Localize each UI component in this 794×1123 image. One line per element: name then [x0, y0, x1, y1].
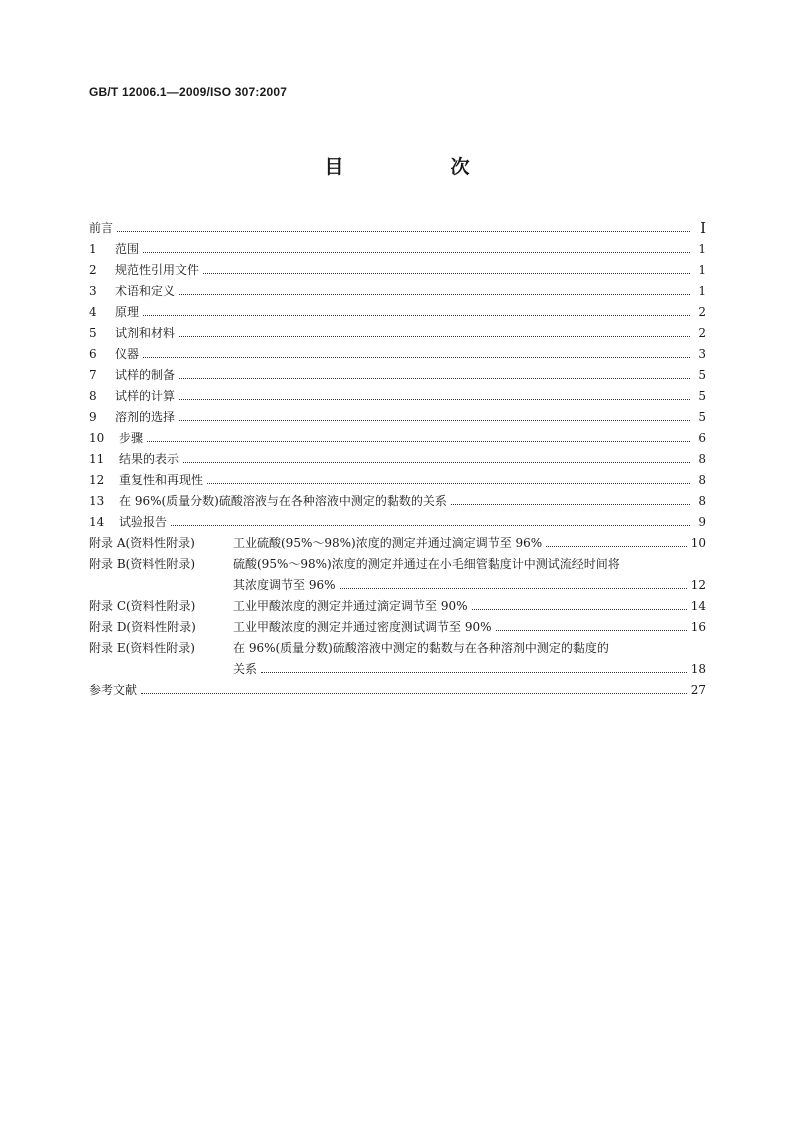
dot-leader	[451, 500, 690, 505]
toc-entry-text: 仪器	[115, 347, 140, 361]
toc-entry-text: 试样的制备	[115, 368, 176, 382]
toc-entry-number: 5	[89, 326, 97, 340]
dot-leader	[141, 689, 687, 694]
toc-entry-page: 3	[698, 347, 706, 361]
dot-leader	[472, 605, 687, 610]
dot-leader	[207, 479, 690, 484]
toc-annex-a[interactable]	[89, 531, 706, 551]
toc-entry-number: 12	[89, 473, 105, 487]
toc-entry[interactable]	[89, 279, 706, 299]
toc-entry-text: 溶剂的选择	[115, 410, 176, 424]
annex-title-continued: 关系	[233, 662, 258, 676]
annex-title: 硫酸(95%～98%)浓度的测定并通过在小毛细管黏度计中测试流经时间将	[233, 557, 620, 571]
dot-leader	[143, 353, 690, 358]
toc-entry-references[interactable]	[89, 678, 706, 698]
dot-leader	[179, 395, 690, 400]
toc-entry-text: 术语和定义	[115, 284, 176, 298]
toc-entry-number: 1	[89, 242, 97, 256]
toc-entry[interactable]	[89, 237, 706, 257]
toc-entry-page: 1	[698, 242, 706, 256]
toc-entry-text: 原理	[115, 305, 140, 319]
toc-entry-number: 10	[89, 431, 105, 445]
page-title: 目 次	[324, 156, 514, 178]
toc-entry-text: 步骤	[119, 431, 144, 445]
toc-entry-text: 前言	[89, 221, 114, 235]
dot-leader	[143, 311, 690, 316]
dot-leader	[496, 626, 687, 631]
toc-annex-c[interactable]	[89, 594, 706, 614]
toc-annex-e-cont[interactable]	[233, 657, 706, 677]
toc-entry[interactable]	[89, 363, 706, 383]
toc-entry-number: 11	[89, 452, 105, 466]
toc-entry[interactable]	[89, 447, 706, 467]
toc-entry[interactable]	[89, 510, 706, 530]
dot-leader	[340, 584, 687, 589]
toc-entry-page: 18	[690, 662, 706, 676]
toc-entry-page: 1	[698, 284, 706, 298]
toc-entry-page: 12	[690, 578, 706, 592]
dot-leader	[261, 668, 687, 673]
toc-entry-text: 试验报告	[119, 515, 168, 529]
toc-entry-number: 2	[89, 263, 97, 277]
toc-entry[interactable]	[89, 258, 706, 278]
toc-entry-number: 13	[89, 494, 105, 508]
toc-entry[interactable]	[89, 468, 706, 488]
toc-entry-page: 9	[698, 515, 706, 529]
toc-entry-text: 在 96%(质量分数)硫酸溶液与在各种溶液中测定的黏数的关系	[119, 494, 447, 508]
annex-title: 工业甲酸浓度的测定并通过密度测试调节至 90%	[233, 620, 492, 634]
annex-label: 附录 E(资料性附录)	[89, 641, 195, 655]
toc-entry-text: 规范性引用文件	[115, 263, 200, 277]
toc-entry-text: 试剂和材料	[115, 326, 176, 340]
dot-leader	[546, 542, 687, 547]
dot-leader	[179, 290, 690, 295]
toc-entry[interactable]	[89, 342, 706, 362]
dot-leader	[143, 248, 690, 253]
dot-leader	[117, 227, 690, 232]
annex-label: 附录 B(资料性附录)	[89, 557, 195, 571]
toc-entry-number: 8	[89, 389, 97, 403]
toc-annex-e[interactable]	[89, 636, 706, 656]
toc-entry-page: 10	[690, 536, 706, 550]
toc-entry-page: 14	[690, 599, 706, 613]
toc-annex-d[interactable]	[89, 615, 706, 635]
toc-entry-page: 2	[698, 305, 706, 319]
toc-entry-page: 16	[690, 620, 706, 634]
annex-label: 附录 D(资料性附录)	[89, 620, 196, 634]
toc-entry-page: 6	[698, 431, 706, 445]
toc-entry-foreword[interactable]	[89, 216, 706, 236]
standard-code: GB/T 12006.1—2009/ISO 307:2007	[89, 85, 288, 99]
annex-title: 工业硫酸(95%～98%)浓度的测定并通过滴定调节至 96%	[233, 536, 543, 550]
toc-entry-text: 范围	[115, 242, 140, 256]
toc-entry-page: 5	[698, 410, 706, 424]
toc-entry[interactable]	[89, 321, 706, 341]
toc-entry-number: 3	[89, 284, 97, 298]
toc-annex-b-cont[interactable]	[233, 573, 706, 593]
dot-leader	[183, 458, 690, 463]
annex-title: 在 96%(质量分数)硫酸溶液中测定的黏数与在各种溶剂中测定的黏度的	[233, 641, 609, 655]
dot-leader	[203, 269, 690, 274]
annex-label: 附录 A(资料性附录)	[89, 536, 195, 550]
toc-entry-text: 结果的表示	[119, 452, 180, 466]
toc-entry-text: 试样的计算	[115, 389, 176, 403]
toc-entry-text: 参考文献	[89, 683, 138, 697]
toc-entry-number: 9	[89, 410, 97, 424]
dot-leader	[179, 332, 690, 337]
toc-entry-page: 8	[698, 494, 706, 508]
dot-leader	[179, 374, 690, 379]
toc-entry[interactable]	[89, 300, 706, 320]
toc-entry-page: 8	[698, 452, 706, 466]
annex-label: 附录 C(资料性附录)	[89, 599, 196, 613]
annex-title-continued: 其浓度调节至 96%	[233, 578, 336, 592]
toc-entry-page: 5	[698, 389, 706, 403]
toc-entry[interactable]	[89, 405, 706, 425]
toc-entry-number: 6	[89, 347, 97, 361]
toc-entry[interactable]	[89, 489, 706, 509]
toc-entry[interactable]	[89, 384, 706, 404]
annex-title: 工业甲酸浓度的测定并通过滴定调节至 90%	[233, 599, 468, 613]
toc-entry-number: 4	[89, 305, 97, 319]
toc-entry-page: 8	[698, 473, 706, 487]
toc-entry-page: 5	[698, 368, 706, 382]
toc-entry[interactable]	[89, 426, 706, 446]
toc-entry-page: 1	[698, 263, 706, 277]
toc-entry-number: 7	[89, 368, 97, 382]
dot-leader	[179, 416, 690, 421]
toc-entry-page: 27	[690, 683, 706, 697]
toc-entry-page: Ⅰ	[700, 219, 706, 237]
dot-leader	[171, 521, 690, 526]
toc-entry-text: 重复性和再现性	[119, 473, 204, 487]
toc-annex-b[interactable]	[89, 552, 706, 572]
dot-leader	[147, 437, 690, 442]
toc-entry-page: 2	[698, 326, 706, 340]
toc-entry-number: 14	[89, 515, 105, 529]
